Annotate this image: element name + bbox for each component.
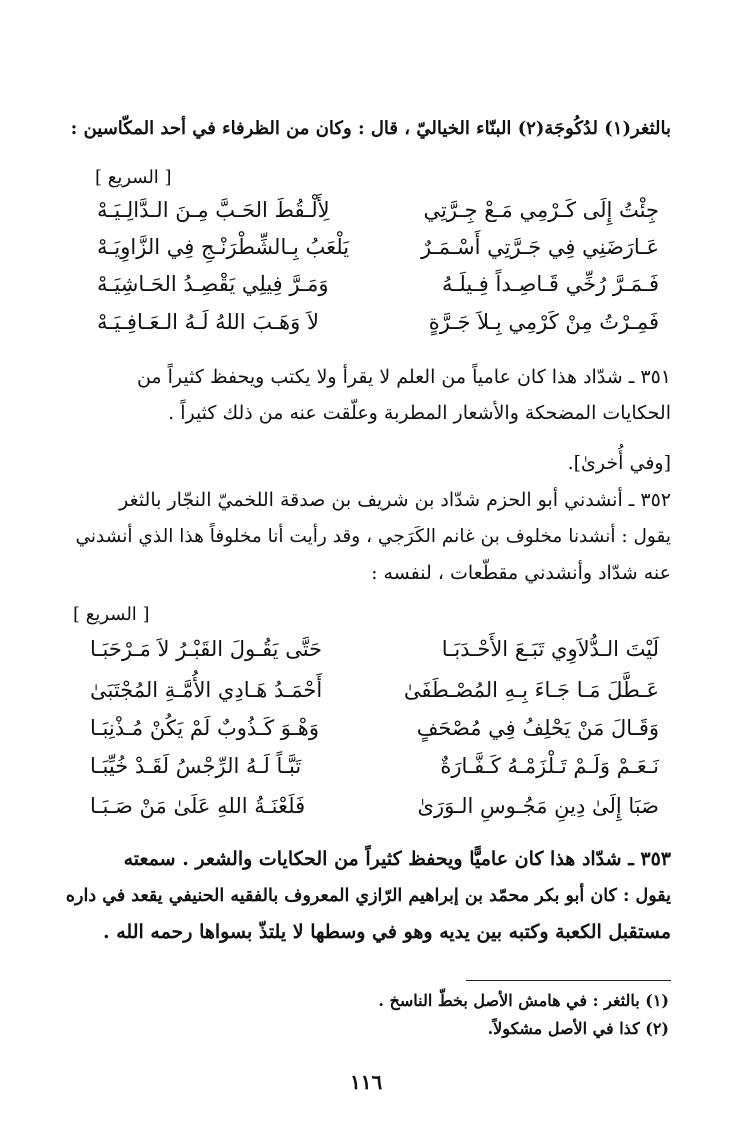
para-351-line-1: ٣٥١ ـ شدّاد هذا كان عامياً من العلم لا يقرأ ولا يكتب ويحفظ كثيراً من [136,366,671,388]
poem-2-line-4-right: نَـعَـمْ وَلَـمْ تَـلْزَمْـهُ كَـفَّـارَةٌ [440,754,659,778]
meter-label-2: [ السريع ] [73,604,150,625]
para-352-line-2: يقول : أنشدنا مخلوف بن غانم الكَرَجي ، وقد رأيت أنا مخلوفاً هذا الذي أنشدني [75,526,671,547]
para-353-line-3: مستقبل الكعبة وكتبه بين يديه وهو في وسطها لا يلتذّ بسواها رحمه الله . [103,921,671,943]
poem-2-line-5-right: صَبَا إِلَىٰ دِينِ مَجُـوسِ الـوَرَىٰ [417,794,659,818]
poem-2-line-1-left: حَتَّى يَقُـولَ القَبْـرُ لاَ مَـرْحَبَـا [90,637,323,661]
poem-2-line-4-left: تَبَّـاً لَـهُ الرِّجْسُ لَقَـدْ خُيِّبَـا [90,754,302,778]
footnote-divider [466,980,671,981]
poem-1-line-4-right: فَمِـرْتُ مِنْ كَرْمِي بِـلاَ جَـرَّةٍ [428,310,659,334]
poem-2-line-1-right: لَيْتَ الـدُّلاَوِي تَبَـعَ الأَحْـدَبَـا [441,637,659,661]
footnote-1: (١) بالثغر : في هامش الأصل بخطّ الناسخ . [378,991,669,1010]
para-352-line-1: ٣٥٢ ـ أنشدني أبو الحزم شدّاد بن شريف بن صدقة اللخميّ النجّار بالثغر [119,489,671,511]
page-number: ١١٦ [350,1070,383,1094]
poem-2-line-5-left: فَلَعْنَـةُ اللهِ عَلَىٰ مَنْ صَـبَـا [90,794,306,818]
poem-2-line-2-left: أَحْمَـدُ هَـادِي الأُمَّـةِ المُجْتَبَىٰ [90,678,323,702]
poem-1-line-4-left: لاَ وَهَـبَ اللهُ لَـهُ الـعَـافِـيَـهْ [97,310,319,334]
poem-2-line-2-right: عَـطَّلَ مَـا جَـاءَ بِـهِ المُصْـطَفَىٰ [403,678,659,702]
meter-label-1: [ السريع ] [95,167,172,188]
poem-2-line-3-right: وَقَـالَ مَنْ يَحْلِفُ فِي مُصْحَفٍ [416,716,659,740]
para-353-line-1: ٣٥٣ ـ شدّاد هذا كان عاميًّا ويحفظ كثيراً من الحكايات والشعر . سمعته [123,848,671,870]
para-353-line-2: يقول : كان أبو بكر محمّد بن إبراهيم الرّازي المعروف بالفقيه الحنيفي يقعد في داره [65,886,671,906]
poem-1-line-2-right: عَـارَضَنِي فِي جَـرَّتِي أَسْـمَـرٌ [421,235,659,259]
poem-1-line-3-left: وَمَـرَّ فِيلِي يَقْصِـدُ الحَـاشِيَـهْ [97,272,329,296]
poem-1-line-2-left: يَلْعَبُ بِـالشِّطْرَنْـجِ فِي الزَّاوِيَـهْ [97,235,350,259]
other-version-note: [وفي أُخرىٰ]. [567,452,671,474]
poem-2-line-3-left: وَهْـوَ كَـذُوبٌ لَمْ يَكُنْ مُـذْنِبَـا [90,716,319,740]
footnote-2: (٢) كذا في الأصل مشكولاً. [487,1019,669,1038]
poem-1-line-1-left: لِأَلْـقُطَ الحَـبَّ مِـنَ الـدَّالِـيَـهْ [97,198,330,222]
poem-1-line-1-right: جِئْتُ إِلَى كَـرْمِي مَـعْ جِـرَّتِي [423,198,659,222]
intro-line: بالثغر(١) لدُكُوجَة(٢) البنّاء الخياليّ ، قال : وكان من الظرفاء في أحد المكّاسين : [70,118,671,139]
para-352-line-3: عنه شدّاد وأنشدني مقطّعات ، لنفسه : [371,562,671,584]
poem-1-line-3-right: فَـمَـرَّ رُخِّي قَـاصِـداً فِـيلَـهُ [441,272,659,296]
para-351-line-2: الحكايات المضحكة والأشعار المطربة وعلّقت عنه من ذلك كثيراً . [168,402,671,424]
